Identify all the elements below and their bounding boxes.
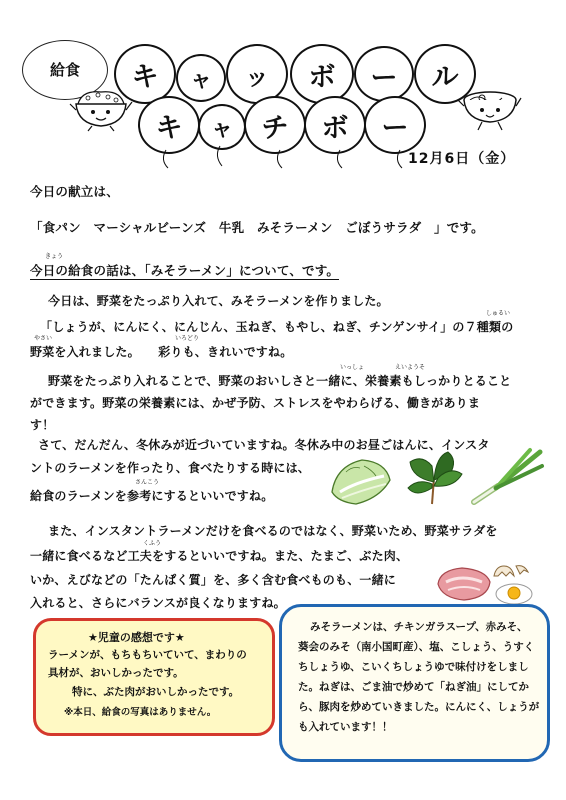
title-balloon: ー: [364, 96, 426, 154]
egg-icon: [486, 562, 536, 606]
talk-p4a: さて、だんだん、冬休みが近づいていますね。冬休み中のお昼ごはんに、インスタ: [38, 438, 490, 452]
talk-heading: 今日の給食の話は、「みそラーメン」について、です。: [30, 263, 340, 278]
talk-p2a: 「しょうが、にんにく、にんじん、玉ねぎ、もやし、ねぎ、チンゲンサイ」の７種類の: [40, 320, 514, 334]
title-balloon: ボ: [290, 44, 354, 104]
ruby-kyou: きょう: [45, 253, 64, 260]
ruby-irodori: いろどり: [175, 335, 200, 342]
recipe-line: ら、豚肉を炒めていきました。にんにく、しょうが: [298, 701, 540, 713]
ruby-yasai: やさい: [34, 335, 53, 342]
talk-p5b: 一緒に食べるなど工夫をするといいですね。また、たまご、ぶた肉、: [30, 549, 409, 563]
date: 12月6日（金）: [408, 151, 516, 167]
title-balloon: キ: [138, 96, 200, 154]
title-balloon: キ: [114, 44, 176, 104]
menu-heading: 今日の献立は、: [30, 184, 119, 199]
talk-p3b: ができます。野菜の栄養素には、かぜ予防、ストレスをやわらげる、働きがありま: [30, 396, 481, 410]
impression-line: ラーメンが、もちもちいていて、まわりの: [48, 649, 247, 661]
green-onion-icon: [470, 446, 546, 506]
impression-note: ※本日、給食の写真はありません。: [64, 707, 217, 718]
title-balloon: ャ: [176, 54, 226, 102]
recipe-line: た。ねぎは、ごま油で炒めて「ねぎ油」にしてか: [298, 681, 529, 693]
talk-p5a: また、インスタントラーメンだけを食べるのではなく、野菜いため、野菜サラダを: [48, 524, 498, 538]
title-balloon: ル: [414, 44, 476, 104]
impression-box: [33, 618, 275, 736]
ruby-sankou: さんこう: [135, 479, 160, 486]
talk-p3c: す！: [30, 418, 55, 432]
spinach-icon: [402, 448, 468, 508]
meat-icon: [434, 564, 494, 604]
ruby-issho: いっしょ: [340, 364, 365, 371]
ramen-bowl-character-icon: [458, 86, 522, 134]
ruby-shurui: しゅるい: [486, 310, 511, 317]
talk-p3a: 野菜をたっぷり入れることで、野菜のおいしさと一緒に、栄養素もしっかりとること: [48, 374, 512, 388]
recipe-line: 葵会のみそ（南小国町産）、塩、こしょう、うすく: [298, 641, 535, 653]
title-balloon: ャ: [198, 104, 246, 150]
title-balloon: チ: [244, 96, 306, 154]
talk-p4c: 給食のラーメンを参考にするといいですね。: [30, 489, 274, 503]
impression-title: ★児童の感想です★: [88, 631, 185, 644]
talk-p1: 今日は、野菜をたっぷり入れて、みそラーメンを作りました。: [48, 294, 389, 308]
talk-p4b: ントのラーメンを作ったり、食べたりする時には、: [30, 461, 311, 475]
recipe-line: も入れています！！: [298, 721, 393, 733]
talk-p5c: いか、えびなどの「たんぱく質」を、多く含む食べものも、一緒に: [30, 573, 397, 587]
talk-p5d: 入れると、さらにバランスが良くなりますね。: [30, 596, 286, 610]
chinese-cabbage-icon: [326, 452, 396, 508]
impression-line: 具材が、おいしかったです。: [48, 667, 184, 679]
recipe-line: みそラーメンは、チキンガラスープ、赤みそ、: [310, 621, 528, 633]
ruby-eiyouso: えいようそ: [395, 364, 426, 371]
kyushoku-label: 給食: [49, 61, 80, 79]
recipe-line: ちしょうゆ、こいくちしょうゆで味付けをしまし: [298, 661, 529, 673]
title-balloon: ー: [354, 46, 414, 102]
talk-p2b: 野菜を入れました。 彩りも、きれいですね。: [30, 345, 293, 359]
recipe-box: [279, 604, 550, 762]
title-balloon: ッ: [226, 44, 288, 104]
menu-items: 「食パン マーシャルビーンズ 牛乳 みそラーメン ごぼうサラダ 」です。: [30, 220, 484, 235]
title-balloon: ボ: [304, 96, 366, 154]
ruby-kufuu: くふう: [143, 540, 162, 547]
impression-line: 特に、ぶた肉がおいしかったです。: [72, 686, 240, 698]
